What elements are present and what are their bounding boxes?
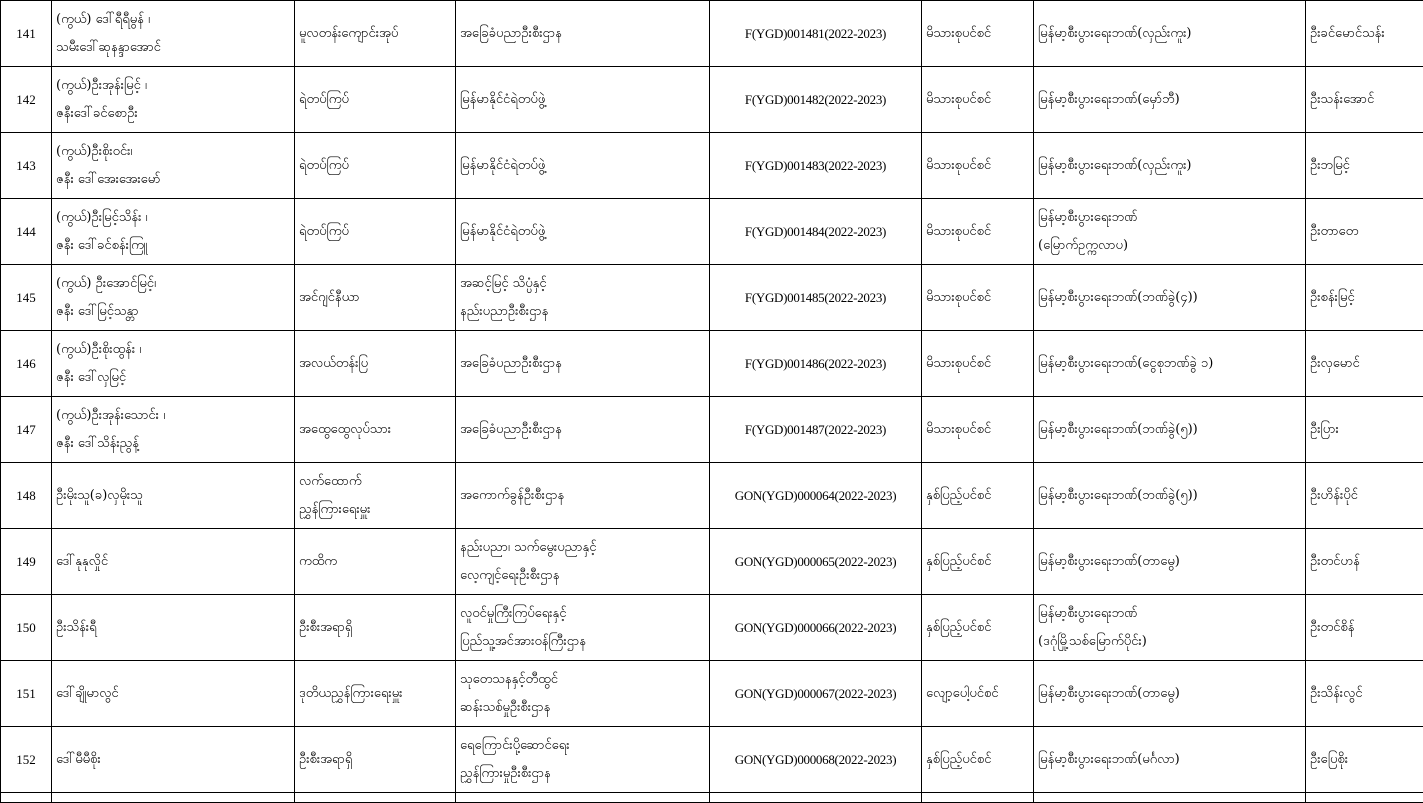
name-line: ဇနီး ဒေါ်မြင့်သန္တာ xyxy=(56,298,290,326)
officer-line: ဦးတာတေ xyxy=(1310,218,1420,246)
empty-cell xyxy=(1,793,52,803)
empty-cell xyxy=(456,793,710,803)
occupation-line: အထွေထွေလုပ်သား xyxy=(299,416,451,444)
officer-name-cell xyxy=(1306,133,1423,199)
officer-line: ဦးတင်စိန် xyxy=(1310,614,1420,642)
department-line: အခြေခံပညာဦးစီးဌာန xyxy=(460,416,705,444)
row-number-cell: 152 xyxy=(1,727,52,793)
name-line: ဦးသိန်းရီ xyxy=(56,614,290,642)
pension-type-cell xyxy=(922,463,1034,529)
office-line: မြန်မာ့စီးပွားရေးဘဏ်(ဘဏ်ခွဲ(၅)) xyxy=(1038,416,1301,444)
row-number-cell: 141 xyxy=(1,1,52,67)
person-name-cell xyxy=(52,661,295,727)
registration-number-cell: GON(YGD)000065(2022-2023) xyxy=(710,529,922,595)
name-line: ဒေါ်မီမီစိုး xyxy=(56,746,290,774)
department-line: နည်းပညာဦးစီးဌာန xyxy=(460,298,705,326)
office-line: မြန်မာ့စီးပွားရေးဘဏ်(တာမွေ) xyxy=(1038,548,1301,576)
department-line: ညွှန်ကြားမှုဦးစီးဌာန xyxy=(460,760,705,788)
pension-line: နှစ်ပြည့်ပင်စင် xyxy=(926,614,1029,642)
table-body xyxy=(1,1,1423,803)
officer-name-cell xyxy=(1306,727,1423,793)
name-line: (ကွယ်) ဒေါ်ရီရီမွန် ၊ xyxy=(56,6,290,34)
person-name-cell xyxy=(52,265,295,331)
name-line: (ကွယ်)ဦးစိုးဝင်း၊ xyxy=(56,138,290,166)
registration-number-cell: GON(YGD)000066(2022-2023) xyxy=(710,595,922,661)
department-line: နည်းပညာ၊ သက်မွေးပညာနှင့် xyxy=(460,534,705,562)
occupation-line: လက်ထောက် xyxy=(299,468,451,496)
office-line: မြန်မာ့စီးပွားရေးဘဏ်(ဘဏ်ခွဲ(၅)) xyxy=(1038,482,1301,510)
table-row xyxy=(1,67,1423,133)
name-line: ဒေါ်ချိုမာလွင် xyxy=(56,680,290,708)
pension-type-cell xyxy=(922,331,1034,397)
row-number-cell: 142 xyxy=(1,67,52,133)
row-number-cell: 151 xyxy=(1,661,52,727)
row-number-cell: 150 xyxy=(1,595,52,661)
name-line: ဇနီးဒေါ်ခင်စောဦး xyxy=(56,100,290,128)
department-line: မြန်မာနိုင်ငံရဲတပ်ဖွဲ့ xyxy=(460,218,705,246)
officer-line: ဦးဟိန်းပိုင် xyxy=(1310,482,1420,510)
table-row xyxy=(1,265,1423,331)
department-cell xyxy=(456,661,710,727)
pension-line: မိသားစုပင်စင် xyxy=(926,416,1029,444)
occupation-line: ကထိက xyxy=(299,548,451,576)
registration-number-cell: F(YGD)001483(2022-2023) xyxy=(710,133,922,199)
name-line: (ကွယ်)ဦးမြင့်သိန်း ၊ xyxy=(56,204,290,232)
officer-name-cell xyxy=(1306,463,1423,529)
department-line: အဆင့်မြင့် သိပ္ပံနှင့် xyxy=(460,270,705,298)
name-line: သမီးဒေါ်ဆုနန္ဒာအောင် xyxy=(56,34,290,62)
registration-number-cell: F(YGD)001481(2022-2023) xyxy=(710,1,922,67)
registration-number-cell: F(YGD)001487(2022-2023) xyxy=(710,397,922,463)
row-number-cell: 147 xyxy=(1,397,52,463)
officer-name-cell xyxy=(1306,397,1423,463)
officer-line: ဦးသိန်းလွင် xyxy=(1310,680,1420,708)
officer-name-cell xyxy=(1306,661,1423,727)
department-cell xyxy=(456,463,710,529)
name-line: (ကွယ်)ဦးအုန်းမြင့် ၊ xyxy=(56,72,290,100)
person-name-cell xyxy=(52,529,295,595)
occupation-line: ရဲတပ်ကြပ် xyxy=(299,86,451,114)
occupation-cell xyxy=(295,265,456,331)
registration-number-cell: GON(YGD)000067(2022-2023) xyxy=(710,661,922,727)
officer-line: ဦးတင်ဟန် xyxy=(1310,548,1420,576)
officer-line: ဦးသန်းအောင် xyxy=(1310,86,1420,114)
table-row xyxy=(1,331,1423,397)
name-line: ဇနီး ဒေါ်ခင်စန်းကြူ xyxy=(56,232,290,260)
pension-type-cell xyxy=(922,1,1034,67)
bank-branch-cell xyxy=(1034,1,1306,67)
officer-line: ဦးဘမြင့် xyxy=(1310,152,1420,180)
pension-type-cell xyxy=(922,661,1034,727)
occupation-line: ဦးစီးအရာရှိ xyxy=(299,614,451,642)
table-row xyxy=(1,595,1423,661)
department-line: မြန်မာနိုင်ငံရဲတပ်ဖွဲ့ xyxy=(460,86,705,114)
bank-branch-cell xyxy=(1034,199,1306,265)
officer-line: ဦးလှမောင် xyxy=(1310,350,1420,378)
occupation-cell xyxy=(295,331,456,397)
pension-line: မိသားစုပင်စင် xyxy=(926,350,1029,378)
name-line: (ကွယ်)ဦးစိုးထွန်း ၊ xyxy=(56,336,290,364)
pension-line: မိသားစုပင်စင် xyxy=(926,86,1029,114)
occupation-cell xyxy=(295,463,456,529)
name-line: ဇနီး ဒေါ်အေးအေးမော် xyxy=(56,166,290,194)
table-row-partial xyxy=(1,793,1423,803)
department-line: အခြေခံပညာဦးစီးဌာန xyxy=(460,350,705,378)
department-cell xyxy=(456,595,710,661)
office-line: မြန်မာ့စီးပွားရေးဘဏ်(လှည်းကူး) xyxy=(1038,20,1301,48)
office-line: မြန်မာ့စီးပွားရေးဘဏ်(ဘဏ်ခွဲ(၄)) xyxy=(1038,284,1301,312)
empty-cell xyxy=(52,793,295,803)
registration-number-cell: GON(YGD)000064(2022-2023) xyxy=(710,463,922,529)
department-cell xyxy=(456,199,710,265)
department-line: ပြည်သူ့အင်အားဝန်ကြီးဌာန xyxy=(460,628,705,656)
pension-type-cell xyxy=(922,397,1034,463)
registration-number-cell: F(YGD)001484(2022-2023) xyxy=(710,199,922,265)
person-name-cell xyxy=(52,133,295,199)
pension-line: မိသားစုပင်စင် xyxy=(926,218,1029,246)
officer-line: ဦးပြား xyxy=(1310,416,1420,444)
row-number-cell: 144 xyxy=(1,199,52,265)
registration-number-cell: F(YGD)001485(2022-2023) xyxy=(710,265,922,331)
department-line: မြန်မာနိုင်ငံရဲတပ်ဖွဲ့ xyxy=(460,152,705,180)
pension-line: မိသားစုပင်စင် xyxy=(926,152,1029,180)
bank-branch-cell xyxy=(1034,67,1306,133)
table-row xyxy=(1,463,1423,529)
row-number-cell: 145 xyxy=(1,265,52,331)
department-cell xyxy=(456,397,710,463)
person-name-cell xyxy=(52,331,295,397)
department-cell xyxy=(456,265,710,331)
pension-type-cell xyxy=(922,67,1034,133)
officer-name-cell xyxy=(1306,529,1423,595)
occupation-cell xyxy=(295,595,456,661)
officer-line: ဦးခင်မောင်သန်း xyxy=(1310,20,1420,48)
row-number-cell: 143 xyxy=(1,133,52,199)
occupation-line: မူလတန်းကျောင်းအုပ် xyxy=(299,20,451,48)
row-number-cell: 149 xyxy=(1,529,52,595)
department-cell xyxy=(456,727,710,793)
bank-branch-cell xyxy=(1034,133,1306,199)
officer-name-cell xyxy=(1306,331,1423,397)
office-line: မြန်မာ့စီးပွားရေးဘဏ် xyxy=(1038,600,1301,628)
occupation-cell xyxy=(295,727,456,793)
table-row xyxy=(1,1,1423,67)
name-line: (ကွယ်) ဦးအောင်မြင့်၊ xyxy=(56,270,290,298)
registration-number-cell: GON(YGD)000068(2022-2023) xyxy=(710,727,922,793)
empty-cell xyxy=(922,793,1034,803)
bank-branch-cell xyxy=(1034,661,1306,727)
person-name-cell xyxy=(52,67,295,133)
bank-branch-cell xyxy=(1034,529,1306,595)
table-row xyxy=(1,727,1423,793)
occupation-line: ရဲတပ်ကြပ် xyxy=(299,218,451,246)
pension-type-cell xyxy=(922,529,1034,595)
officer-line: ဦးစန်းမြင့် xyxy=(1310,284,1420,312)
registration-number-cell: F(YGD)001486(2022-2023) xyxy=(710,331,922,397)
name-line: (ကွယ်)ဦးအုန်းသောင်း ၊ xyxy=(56,402,290,430)
officer-name-cell xyxy=(1306,265,1423,331)
table-row xyxy=(1,529,1423,595)
row-number-cell: 148 xyxy=(1,463,52,529)
pension-type-cell xyxy=(922,133,1034,199)
occupation-cell xyxy=(295,67,456,133)
occupation-cell xyxy=(295,661,456,727)
occupation-line: အင်ဂျင်နီယာ xyxy=(299,284,451,312)
person-name-cell xyxy=(52,595,295,661)
occupation-line: ညွှန်ကြားရေးမှူး xyxy=(299,496,451,524)
department-cell xyxy=(456,1,710,67)
pension-line: လျော့ပေါ့ပင်စင် xyxy=(926,680,1029,708)
bank-branch-cell xyxy=(1034,397,1306,463)
occupation-line: ရဲတပ်ကြပ် xyxy=(299,152,451,180)
officer-name-cell xyxy=(1306,1,1423,67)
person-name-cell xyxy=(52,1,295,67)
officer-name-cell xyxy=(1306,67,1423,133)
table-row xyxy=(1,199,1423,265)
person-name-cell xyxy=(52,397,295,463)
pension-type-cell xyxy=(922,595,1034,661)
occupation-cell xyxy=(295,397,456,463)
department-line: အခြေခံပညာဦးစီးဌာန xyxy=(460,20,705,48)
name-line: ဒေါ်နုနုလှိုင် xyxy=(56,548,290,576)
department-cell xyxy=(456,529,710,595)
office-line: မြန်မာ့စီးပွားရေးဘဏ်(လှည်းကူး) xyxy=(1038,152,1301,180)
table-row xyxy=(1,661,1423,727)
pension-line: မိသားစုပင်စင် xyxy=(926,20,1029,48)
office-line: မြန်မာ့စီးပွားရေးဘဏ် xyxy=(1038,204,1301,232)
office-line: မြန်မာ့စီးပွားရေးဘဏ်(မှော်ဘီ) xyxy=(1038,86,1301,114)
pension-line: နှစ်ပြည့်ပင်စင် xyxy=(926,746,1029,774)
department-cell xyxy=(456,331,710,397)
occupation-line: ဒုတိယညွှန်ကြားရေးမှူး xyxy=(299,680,451,708)
table-row xyxy=(1,133,1423,199)
officer-name-cell xyxy=(1306,595,1423,661)
office-line: မြန်မာ့စီးပွားရေးဘဏ်(တာမွေ) xyxy=(1038,680,1301,708)
pension-type-cell xyxy=(922,265,1034,331)
department-line: လေ့ကျင့်ရေးဦးစီးဌာန xyxy=(460,562,705,590)
empty-cell xyxy=(1306,793,1423,803)
occupation-line: ဦးစီးအရာရှိ xyxy=(299,746,451,774)
bank-branch-cell xyxy=(1034,463,1306,529)
pension-type-cell xyxy=(922,727,1034,793)
office-line: မြန်မာ့စီးပွားရေးဘဏ်(မင်္ဂလာ) xyxy=(1038,746,1301,774)
office-line: မြန်မာ့စီးပွားရေးဘဏ်(ငွေစုဘဏ်ခွဲ ၁) xyxy=(1038,350,1301,378)
pension-type-cell xyxy=(922,199,1034,265)
department-line: ရေကြောင်းပို့ဆောင်ရေး xyxy=(460,732,705,760)
occupation-cell xyxy=(295,133,456,199)
pension-line: မိသားစုပင်စင် xyxy=(926,284,1029,312)
empty-cell xyxy=(1034,793,1306,803)
bank-branch-cell xyxy=(1034,595,1306,661)
occupation-cell xyxy=(295,199,456,265)
occupation-line: အလယ်တန်းပြ xyxy=(299,350,451,378)
occupation-cell xyxy=(295,529,456,595)
person-name-cell xyxy=(52,199,295,265)
office-line: (မြောက်ဥက္ကလာပ) xyxy=(1038,232,1301,260)
table-row xyxy=(1,397,1423,463)
bank-branch-cell xyxy=(1034,727,1306,793)
registration-number-cell: F(YGD)001482(2022-2023) xyxy=(710,67,922,133)
bank-branch-cell xyxy=(1034,331,1306,397)
empty-cell xyxy=(295,793,456,803)
pension-line: နှစ်ပြည့်ပင်စင် xyxy=(926,482,1029,510)
department-line: လူဝင်မှုကြီးကြပ်ရေးနှင့် xyxy=(460,600,705,628)
pension-line: နှစ်ပြည့်ပင်စင် xyxy=(926,548,1029,576)
person-name-cell xyxy=(52,463,295,529)
name-line: ဦးမိုးသူ(ခ)လှမိုးသူ xyxy=(56,482,290,510)
department-line: ဆန်းသစ်မှုဦးစီးဌာန xyxy=(460,694,705,722)
department-line: သုတေသနနှင့်တီထွင် xyxy=(460,666,705,694)
occupation-cell xyxy=(295,1,456,67)
officer-name-cell xyxy=(1306,199,1423,265)
row-number-cell: 146 xyxy=(1,331,52,397)
person-name-cell xyxy=(52,727,295,793)
department-cell xyxy=(456,67,710,133)
department-line: အကောက်ခွန်ဦးစီးဌာန xyxy=(460,482,705,510)
bank-branch-cell xyxy=(1034,265,1306,331)
name-line: ဇနီး ဒေါ်သိန်းညွန့် xyxy=(56,430,290,458)
officer-line: ဦးပြေစိုး xyxy=(1310,746,1420,774)
office-line: (ဒဂုံမြို့သစ်မြောက်ပိုင်း) xyxy=(1038,628,1301,656)
empty-cell xyxy=(710,793,922,803)
department-cell xyxy=(456,133,710,199)
name-line: ဇနီး ဒေါ်လှမြင့် xyxy=(56,364,290,392)
